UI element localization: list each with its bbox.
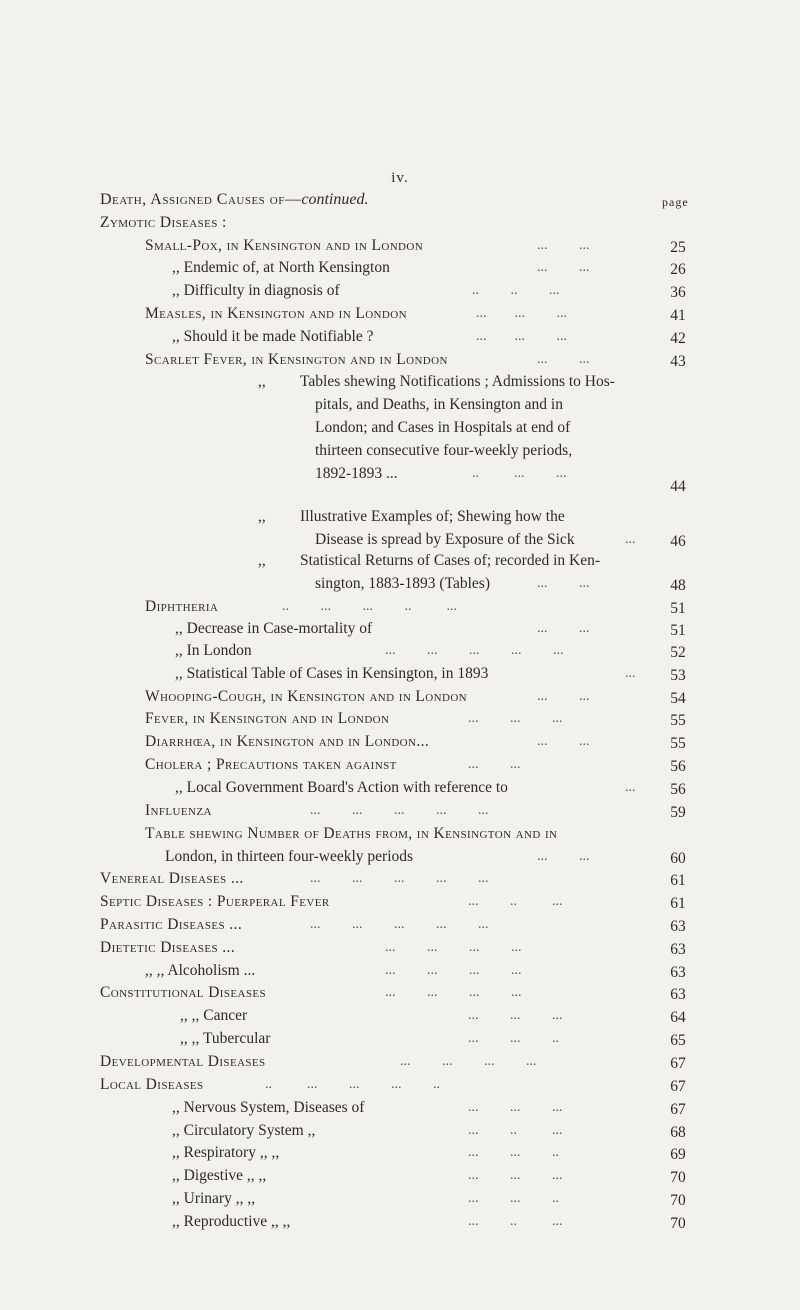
index-line: thirteen consecutive four-weekly periods, (315, 442, 573, 459)
index-line: ,, Should it be made Notifiable ? (172, 328, 374, 345)
page-ref: 51 (670, 600, 686, 617)
page-ref: 67 (670, 1101, 686, 1118)
dot-leader: .. ... ... ... .. (265, 1077, 440, 1092)
page-ref: 55 (670, 712, 686, 729)
dot-leader: ... ... (537, 621, 590, 636)
dot-leader: ... ... .. (468, 1191, 559, 1206)
index-line: Small-Pox, in Kensington and in London (145, 237, 424, 254)
index-line: ,, ,, Cancer (180, 1007, 248, 1024)
dot-leader: ... ... .. (468, 1031, 559, 1046)
dot-leader: .. ... ... .. ... (282, 599, 457, 614)
index-line: Measles, in Kensington and in London (145, 305, 407, 322)
dot-leader: ... ... ... ... (385, 963, 522, 978)
page-ref: 56 (670, 781, 686, 798)
page-ref: 52 (670, 644, 686, 661)
index-line: ,, Reproductive ,, ,, (172, 1213, 291, 1230)
dot-leader: ... ... ... (476, 329, 567, 344)
index-line: Illustrative Examples of; Shewing how the (300, 508, 565, 525)
index-line: Tables shewing Notifications ; Admissions to Hos- (300, 373, 615, 390)
page-ref: 63 (670, 986, 686, 1003)
index-line: Fever, in Kensington and in London (145, 710, 390, 727)
dot-leader: .. .. ... (472, 283, 560, 298)
dot-leader: ... ... (537, 689, 590, 704)
index-line: Parasitic Diseases ... (100, 916, 243, 933)
page-ref: 61 (670, 895, 686, 912)
page-ref: 63 (670, 918, 686, 935)
page-ref: 26 (670, 261, 686, 278)
ditto-mark: ,, (258, 552, 266, 569)
page-ref: 43 (670, 353, 686, 370)
index-line: ,, Difficulty in diagnosis of (172, 282, 340, 299)
index-line: Septic Diseases : Puerperal Fever (100, 893, 330, 910)
page-ref: 67 (670, 1055, 686, 1072)
dot-leader: ... .. ... (468, 1214, 563, 1229)
index-line: Whooping-Cough, in Kensington and in London (145, 688, 468, 705)
dot-leader: ... ... ... ... (385, 940, 522, 955)
index-line: ,, Respiratory ,, ,, (172, 1144, 280, 1161)
page-ref: 64 (670, 1009, 686, 1026)
index-line: ,, Endemic of, at North Kensington (172, 259, 390, 276)
page-number: iv. (391, 170, 409, 186)
dot-leader: ... ... ... (468, 1168, 563, 1183)
dot-leader: ... ... (537, 260, 590, 275)
dot-leader: ... ... ... ... ... (310, 803, 489, 818)
ditto-mark: ,, (258, 373, 266, 390)
index-line: Venereal Diseases ... (100, 870, 244, 887)
index-line: Diphtheria (145, 598, 219, 615)
index-line: ,, Statistical Table of Cases in Kensington, in 1893 (175, 665, 489, 682)
index-line: ,, ,, Alcoholism ... (145, 962, 256, 979)
dot-leader: ... ... (537, 576, 590, 591)
index-line: ,, Nervous System, Diseases of (172, 1099, 365, 1116)
dot-leader: ... ... ... ... (385, 985, 522, 1000)
index-line: ,, Local Government Board's Action with reference to (175, 779, 508, 796)
index-line: Scarlet Fever, in Kensington and in London (145, 351, 448, 368)
dot-leader: ... ... (537, 734, 590, 749)
index-line: ,, Urinary ,, ,, (172, 1190, 256, 1207)
page-ref: 44 (670, 478, 686, 495)
dot-leader: ... ... ... (476, 306, 567, 321)
page-ref: 70 (670, 1215, 686, 1232)
index-line: Statistical Returns of Cases of; recorded in Ken- (300, 552, 601, 569)
heading-main: Death, Assigned Causes of— (100, 191, 302, 208)
dot-leader: ... (625, 780, 636, 795)
dot-leader: ... .. ... (468, 894, 563, 909)
page-ref: 42 (670, 330, 686, 347)
page-ref: 70 (670, 1169, 686, 1186)
index-line: 1892-1893 ... (315, 465, 398, 482)
page-ref: 69 (670, 1146, 686, 1163)
ditto-mark: ,, (258, 508, 266, 525)
dot-leader: ... ... ... ... ... (385, 643, 564, 658)
index-line: pitals, and Deaths, in Kensington and in (315, 396, 563, 413)
page-ref: 63 (670, 964, 686, 981)
page-ref: 56 (670, 758, 686, 775)
dot-leader: ... ... ... ... ... (310, 871, 489, 886)
page-ref: 51 (670, 622, 686, 639)
index-line: Constitutional Diseases (100, 984, 266, 1001)
page-ref: 41 (670, 307, 686, 324)
index-line: ,, ,, Tubercular (180, 1030, 271, 1047)
page-ref: 70 (670, 1192, 686, 1209)
dot-leader: ... (625, 666, 636, 681)
page-ref: 48 (670, 577, 686, 594)
dot-leader: ... (625, 532, 636, 547)
index-line: Table shewing Number of Deaths from, in Kensington and in (145, 825, 558, 842)
dot-leader: ... ... ... (468, 711, 563, 726)
dot-leader: .. ... ... (472, 466, 567, 481)
page-column-label: page (662, 195, 689, 209)
section-heading (100, 191, 368, 209)
dot-leader: ... ... (468, 757, 521, 772)
page-ref: 59 (670, 804, 686, 821)
dot-leader: ... .. ... (468, 1123, 563, 1138)
index-line: Disease is spread by Exposure of the Sick (315, 531, 575, 548)
dot-leader: ... ... ... (468, 1100, 563, 1115)
page-ref: 61 (670, 872, 686, 889)
index-line: Dietetic Diseases ... (100, 939, 236, 956)
dot-leader: ... ... ... (468, 1008, 563, 1023)
index-line: Zymotic Diseases : (100, 214, 227, 231)
index-line: Cholera ; Precautions taken against (145, 756, 397, 773)
index-line: Local Diseases (100, 1076, 204, 1093)
page-ref: 65 (670, 1032, 686, 1049)
page-ref: 53 (670, 667, 686, 684)
index-line: ,, Digestive ,, ,, (172, 1167, 267, 1184)
page-ref: 60 (670, 850, 686, 867)
index-line: Diarrhœa, in Kensington and in London... (145, 733, 430, 750)
page-ref: 63 (670, 941, 686, 958)
index-line: London; and Cases in Hospitals at end of (315, 419, 571, 436)
page-ref: 55 (670, 735, 686, 752)
page-ref: 68 (670, 1124, 686, 1141)
index-line: London, in thirteen four-weekly periods (165, 848, 414, 865)
dot-leader: ... ... .. (468, 1145, 559, 1160)
dot-leader: ... ... (537, 352, 590, 367)
index-line: ,, Decrease in Case-mortality of (175, 620, 373, 637)
page-ref: 36 (670, 284, 686, 301)
page-ref: 25 (670, 239, 686, 256)
page-ref: 67 (670, 1078, 686, 1095)
heading-continued: continued. (301, 191, 369, 208)
dot-leader: ... ... ... ... ... (310, 917, 489, 932)
index-line: ,, In London (175, 642, 252, 659)
dot-leader: ... ... ... ... (400, 1054, 537, 1069)
index-line: sington, 1883-1893 (Tables) (315, 575, 490, 592)
page-ref: 54 (670, 690, 686, 707)
index-line: Influenza (145, 802, 212, 819)
dot-leader: ... ... (537, 849, 590, 864)
dot-leader: ... ... (537, 238, 590, 253)
index-line: ,, Circulatory System ,, (172, 1122, 316, 1139)
page-ref: 46 (670, 533, 686, 550)
index-line: Developmental Diseases (100, 1053, 266, 1070)
